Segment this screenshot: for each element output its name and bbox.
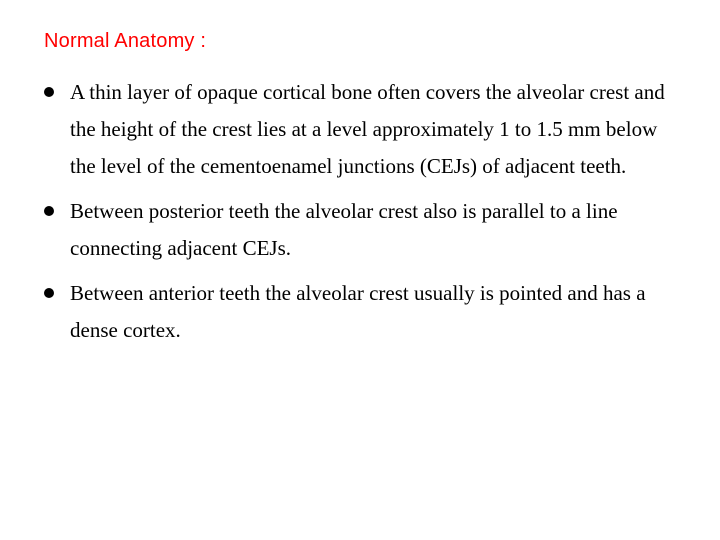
slide-title: Normal Anatomy :	[44, 30, 207, 52]
bullet-dot-icon	[44, 288, 54, 298]
bullet-item	[44, 275, 684, 349]
bullet-item	[44, 74, 684, 185]
bullet-dot-icon	[44, 206, 54, 216]
bullet-item	[44, 193, 684, 267]
bullet-list	[44, 74, 684, 357]
bullet-dot-icon	[44, 87, 54, 97]
bullet-text: Between posterior teeth the alveolar crest also is parallel to a line connecting adjacent CEJs.	[70, 199, 618, 260]
bullet-text: A thin layer of opaque cortical bone often covers the alveolar crest and the height of the crest lies at a level approximately 1 to 1.5 mm below the level of the cementoenamel junctions (CEJs) of adjacent teeth.	[70, 80, 665, 178]
bullet-text: Between anterior teeth the alveolar crest usually is pointed and has a dense cortex.	[70, 281, 646, 342]
